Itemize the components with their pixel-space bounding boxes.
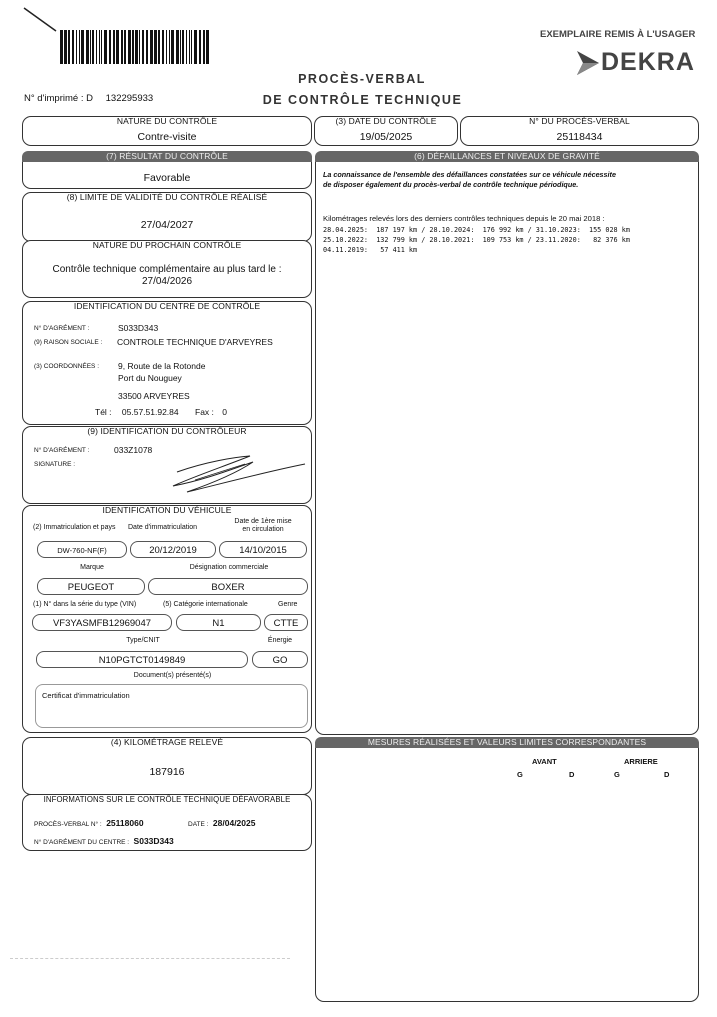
defaillances-notice-line2: de disposer également du procès-verbal de contrôle technique périodique.: [323, 180, 579, 189]
km-history-line3: 04.11.2019: 57 411 km: [323, 246, 418, 254]
measures-arriere: ARRIERE: [624, 757, 658, 766]
date-first-label: Date de 1ère mise en circulation: [234, 518, 292, 533]
center-tel-value: 05.57.51.92.84: [121, 407, 179, 417]
unfavorable-date-label: DATE :: [188, 821, 209, 828]
center-agrement-value: S033D343: [118, 323, 159, 333]
unfavorable-label: INFORMATIONS SUR LE CONTRÔLE TECHNIQUE DÉFAVORABLE: [43, 795, 291, 804]
energie-label: Énergie: [267, 637, 293, 644]
corner-mark: [22, 6, 62, 36]
vin-value: VF3YASMFB12969047: [32, 614, 172, 631]
nature-value: Contre-visite: [137, 131, 197, 143]
energie-value: GO: [252, 651, 308, 668]
unfavorable-pv-label: PROCÈS-VERBAL N° :: [34, 821, 102, 828]
scan-dashes: [10, 958, 290, 959]
center-agrement-label: N° D'AGRÉMENT :: [34, 325, 90, 332]
date-value: 19/05/2025: [359, 131, 413, 143]
documents-label: Document(s) présenté(s): [133, 672, 212, 679]
unfavorable-date-row: [188, 813, 255, 831]
controller-signature-label: SIGNATURE :: [34, 461, 76, 468]
marque-label: Marque: [80, 564, 104, 571]
km-history-line1: 28.04.2025: 187 197 km / 28.10.2024: 176 992 km / 31.10.2023: 155 028 km: [323, 226, 630, 234]
print-number-row: [24, 93, 153, 104]
print-number-prefix: D: [86, 93, 93, 104]
marque-value: PEUGEOT: [37, 578, 145, 595]
genre-value: CTTE: [264, 614, 308, 631]
measures-avant: AVANT: [532, 757, 557, 766]
documents-value: Certificat d'immatriculation: [42, 691, 130, 700]
center-address3: 33500 ARVEYRES: [118, 391, 190, 401]
km-history-title: Kilométrages relevés lors des derniers contrôles techniques depuis le 20 mai 2018 :: [323, 214, 605, 223]
categorie-value: N1: [176, 614, 261, 631]
date-label: (3) DATE DU CONTRÔLE: [335, 116, 437, 126]
center-tel-row: [95, 407, 227, 417]
center-label: IDENTIFICATION DU CENTRE DE CONTRÔLE: [73, 301, 261, 311]
unfavorable-agrement-row: [34, 831, 174, 849]
controller-agrement-label: N° D'AGRÉMENT :: [34, 447, 90, 454]
signature-image: [165, 452, 310, 497]
center-fax-label: Fax :: [195, 407, 214, 417]
measures-avant-d: D: [569, 770, 575, 779]
nature-label: NATURE DU CONTRÔLE: [116, 116, 218, 126]
immat-label: (2) Immatriculation et pays: [33, 524, 116, 531]
result-label: (7) RÉSULTAT DU CONTRÔLE: [22, 151, 312, 162]
center-address1: 9, Route de la Rotonde: [118, 361, 206, 371]
unfavorable-pv-row: [34, 813, 144, 831]
defaillances-notice-line1: La connaissance de l'ensemble des défaillances constatées sur ce véhicule nécessite: [323, 170, 616, 179]
print-number-value: 132295933: [105, 93, 154, 104]
center-fax-value: 0: [222, 407, 228, 417]
brand-text: DEKRA: [601, 48, 695, 76]
measures-avant-g: G: [517, 770, 523, 779]
pv-value: 25118434: [556, 131, 603, 143]
date-first-value: 14/10/2015: [219, 541, 307, 558]
unfavorable-agrement-label: N° D'AGRÉMENT DU CENTRE :: [34, 839, 130, 846]
vin-label: (1) N° dans la série du type (VIN): [33, 601, 137, 608]
km-history-line2: 25.10.2022: 132 799 km / 28.10.2021: 109 753 km / 23.11.2020: 82 376 km: [323, 236, 630, 244]
categorie-label: (5) Catégorie internationale: [163, 601, 248, 608]
dekra-logo: [575, 48, 695, 78]
vehicle-label: IDENTIFICATION DU VÉHICULE: [102, 505, 232, 515]
date-immat-label: Date d'immatriculation: [128, 524, 198, 531]
designation-value: BOXER: [148, 578, 308, 595]
center-raison-label: (9) RAISON SOCIALE :: [34, 339, 103, 346]
center-tel-label: Tél :: [95, 407, 112, 417]
next-control-label: NATURE DU PROCHAIN CONTRÔLE: [92, 240, 242, 250]
unfavorable-agrement-value: S033D343: [133, 836, 174, 846]
validity-value: 27/04/2027: [140, 219, 194, 231]
next-control-line1: Contrôle technique complémentaire au plus tard le :: [52, 264, 282, 275]
barcode: [60, 30, 210, 66]
genre-label: Genre: [278, 601, 298, 608]
unfavorable-pv-value: 25118060: [106, 818, 144, 828]
mileage-label: (4) KILOMÉTRAGE RELEVÉ: [110, 737, 224, 747]
measures-arriere-g: G: [614, 770, 620, 779]
mileage-value: 187916: [149, 766, 185, 778]
copy-label: EXEMPLAIRE REMIS À L'USAGER: [540, 29, 696, 40]
measures-arriere-d: D: [664, 770, 670, 779]
type-label: Type/CNIT: [126, 637, 160, 644]
unfavorable-date-value: 28/04/2025: [212, 818, 256, 828]
controller-agrement-value: 033Z1078: [114, 445, 153, 455]
title-line2: DE CONTRÔLE TECHNIQUE: [262, 93, 463, 107]
defaillances-label: (6) DÉFAILLANCES ET NIVEAUX DE GRAVITÉ: [315, 151, 699, 162]
date-immat-value: 20/12/2019: [130, 541, 216, 558]
print-number-label: N° d'imprimé :: [24, 93, 84, 104]
designation-label: Désignation commerciale: [189, 564, 269, 571]
validity-label: (8) LIMITE DE VALIDITÉ DU CONTRÔLE RÉALISÉ: [66, 192, 268, 202]
center-coord-label: (3) COORDONNÉES :: [34, 363, 100, 370]
measures-label: MESURES RÉALISÉES ET VALEURS LIMITES CORRESPONDANTES: [315, 737, 699, 748]
immat-value: DW-760-NF(F): [37, 541, 127, 558]
measures-box: [315, 737, 699, 1002]
center-raison-value: CONTROLE TECHNIQUE D'ARVEYRES: [117, 337, 273, 347]
title-line1: PROCÈS-VERBAL: [298, 72, 426, 86]
next-control-line2: 27/04/2026: [141, 276, 193, 287]
pv-label: N° DU PROCÈS-VERBAL: [529, 116, 630, 126]
result-value: Favorable: [143, 172, 191, 184]
controller-label: (9) IDENTIFICATION DU CONTRÔLEUR: [87, 426, 247, 436]
type-value: N10PGTCT0149849: [36, 651, 248, 668]
center-address2: Port du Nouguey: [118, 373, 182, 383]
